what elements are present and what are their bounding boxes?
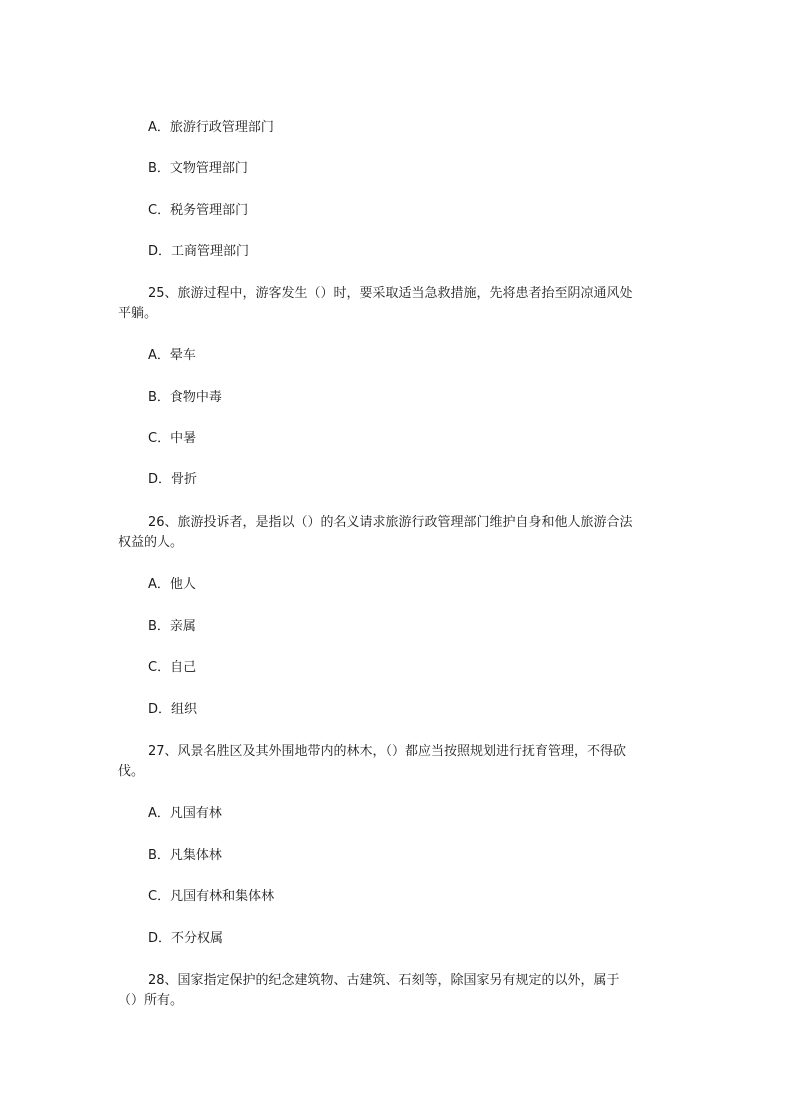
question-27-line2: 伐。 (118, 764, 145, 779)
option-a-q25: A．晕车 (148, 348, 196, 363)
option-a-q26: A．他人 (148, 577, 196, 592)
question-28-line2: （）所有。 (118, 993, 184, 1008)
option-d-q26: D．组织 (148, 702, 198, 717)
question-25-line1: 25、旅游过程中，游客发生（）时，要采取适当急救措施，先将患者抬至阴凉通风处 (148, 286, 633, 301)
option-d-q24: D．工商管理部门 (148, 244, 250, 259)
option-b-q24: B．文物管理部门 (148, 161, 248, 176)
option-a-q24: A．旅游行政管理部门 (148, 120, 274, 135)
question-26-line1: 26、旅游投诉者，是指以（）的名义请求旅游行政管理部门维护自身和他人旅游合法 (148, 515, 633, 530)
option-d-q27: D．不分权属 (148, 931, 224, 946)
question-28-line1: 28、国家指定保护的纪念建筑物、古建筑、石刻等，除国家另有规定的以外，属于 (148, 973, 620, 988)
option-c-q25: C．中暑 (148, 431, 197, 446)
option-c-q26: C．自己 (148, 660, 197, 675)
question-26-line2: 权益的人。 (118, 535, 184, 550)
option-b-q25: B．食物中毒 (148, 390, 222, 405)
question-27-line1: 27、风景名胜区及其外围地带内的林木，（）都应当按照规划进行抚育管理，不得砍 (148, 744, 627, 759)
option-d-q25: D．骨折 (148, 472, 198, 487)
option-c-q24: C．税务管理部门 (148, 203, 249, 218)
option-a-q27: A．凡国有林 (148, 806, 222, 821)
question-25-line2: 平躺。 (118, 306, 158, 321)
option-b-q27: B．凡集体林 (148, 848, 222, 863)
option-b-q26: B．亲属 (148, 619, 196, 634)
option-c-q27: C．凡国有林和集体林 (148, 889, 275, 904)
